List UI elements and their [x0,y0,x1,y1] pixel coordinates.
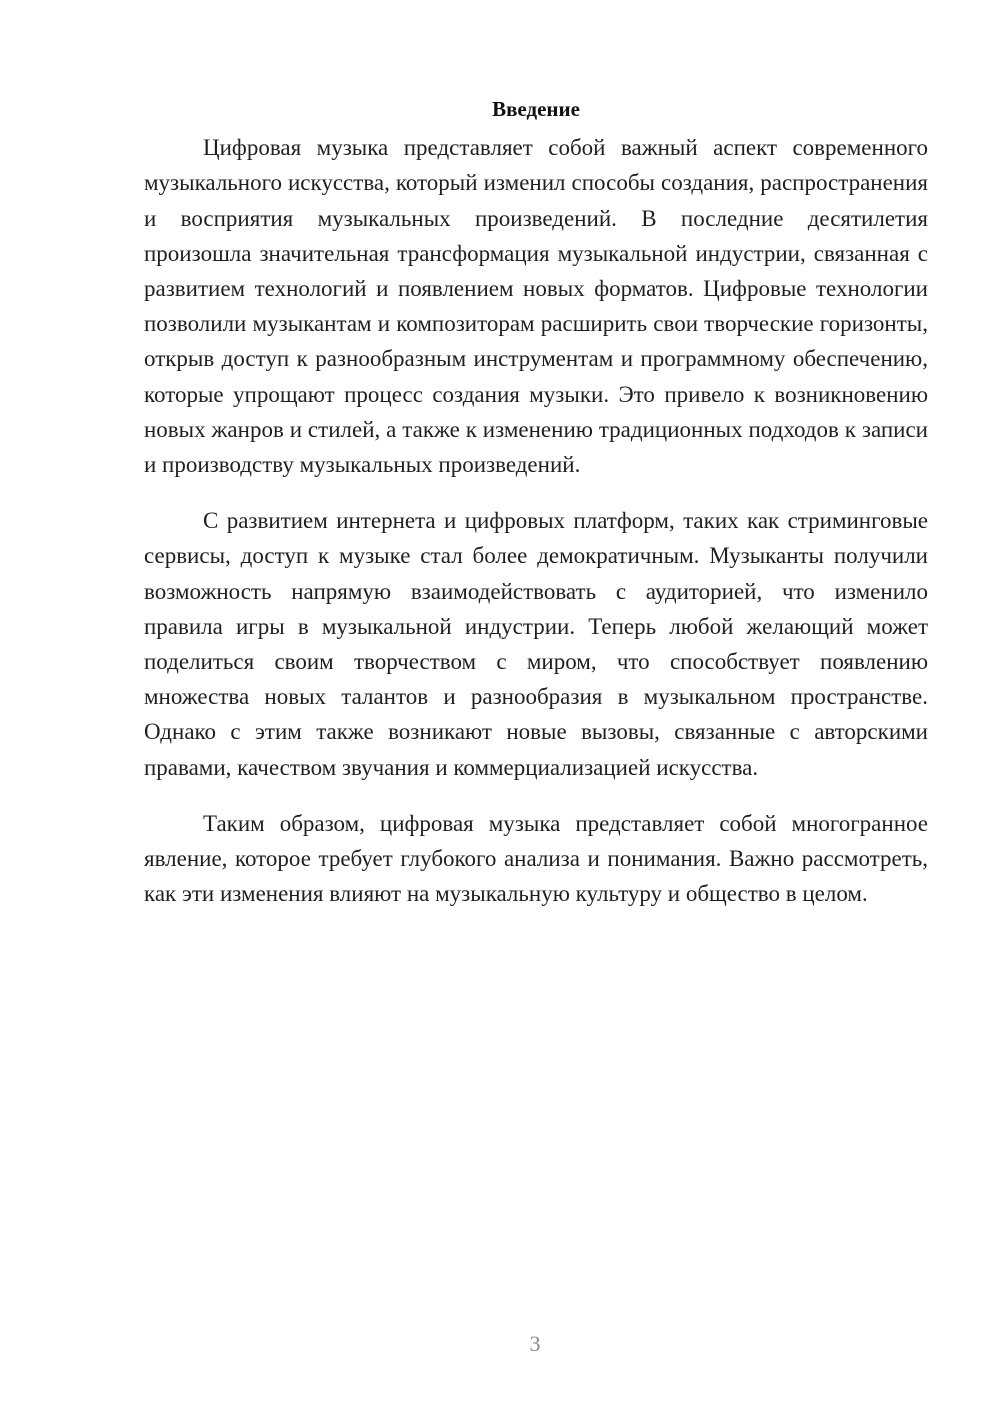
paragraph-1: Цифровая музыка представляет собой важный аспект современного музыкального искусства, который изменил способы создания, распространения и восприятия музыкальных произведений. В последние десятилетия произошла значительная трансформация музыкальной индустрии, связанная с развитием технологий и появлением новых форматов. Цифровые технологии позволили музыкантам и композиторам расширить свои творческие горизонты, открыв доступ к разнообразным инструментам и программному обеспечению, которые упрощают процесс создания музыки. Это привело к возникновению новых жанров и стилей, а также к изменению традиционных подходов к записи и производству музыкальных произведений. [144,135,928,478]
section-heading: Введение [492,97,580,121]
paragraph-2: С развитием интернета и цифровых платформ, таких как стриминговые сервисы, доступ к музыке стал более демократичным. Музыканты получили возможность напрямую взаимодействовать с аудиторией, что изменило правила игры в музыкальной индустрии. Теперь любой желающий может поделиться своим творчеством с миром, что способствует появлению множества новых талантов и разнообразия в музыкальном пространстве. Однако с этим также возникают новые вызовы, связанные с авторскими правами, качеством звучания и коммерциализацией искусства. [144,508,928,780]
page-number: 3 [529,1331,541,1356]
document-body [144,92,928,911]
paragraph-3: Таким образом, цифровая музыка представляет собой многогранное явление, которое требует глубокого анализа и понимания. Важно рассмотреть, как эти изменения влияют на музыкальную культуру и общество в целом. [144,810,928,907]
